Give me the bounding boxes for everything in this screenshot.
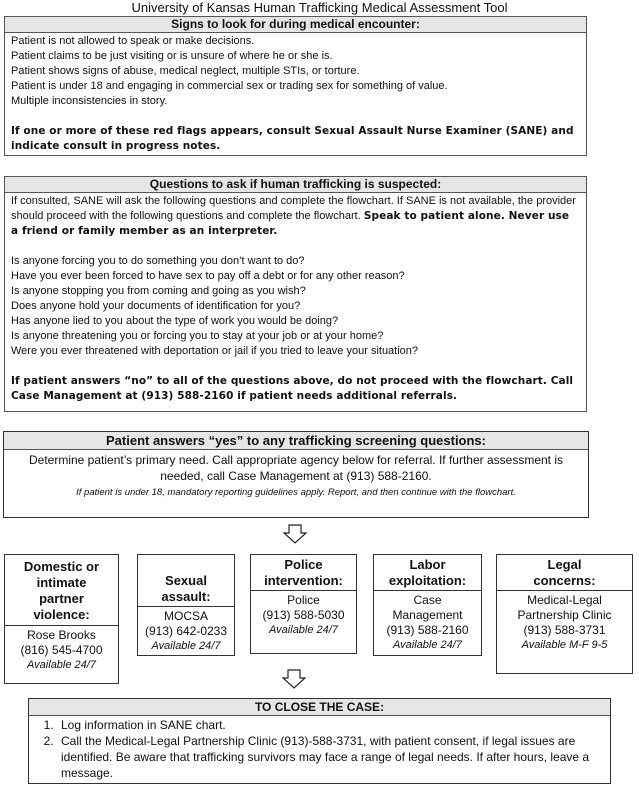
category-head: Labor exploitation:	[374, 555, 481, 591]
category-phone: (913) 588-3731	[523, 623, 606, 637]
document-title: University of Kansas Human Trafficking Medical Assessment Tool	[131, 0, 508, 15]
close-step: 1. Log information in SANE chart.	[57, 717, 610, 733]
category-domestic-violence	[4, 554, 119, 684]
category-phone: (913) 588-5030	[262, 608, 345, 622]
down-arrow-icon	[282, 669, 306, 689]
category-labor-exploitation	[373, 554, 482, 656]
category-availability: Available 24/7	[27, 659, 96, 671]
signs-section	[4, 16, 587, 156]
category-org: Case Management	[392, 593, 463, 622]
category-sexual-assault	[137, 554, 235, 656]
question-item: Has anyone lied to you about the type of work you would be doing?	[11, 315, 339, 327]
signs-header: Signs to look for during medical encounter:	[5, 17, 586, 33]
category-head: Police intervention:	[251, 555, 356, 591]
sign-item: Patient is under 18 and engaging in commercial sex or trading sex for something of value.	[11, 80, 448, 92]
question-item: Have you ever been forced to have sex to pay off a debt or for any other reason?	[11, 270, 405, 282]
question-item: Were you ever threatened with deportation or jail if you tried to leave your situation?	[11, 345, 419, 357]
category-legal-concerns	[496, 554, 633, 674]
category-head: Sexual assault:	[138, 555, 234, 607]
sign-item: Patient is not allowed to speak or make decisions.	[11, 35, 255, 47]
yes-note: If patient is under 18, mandatory reporting guidelines apply. Report, and then continue with the flowchart.	[76, 487, 516, 498]
question-item: Is anyone stopping you from coming and going as you wish?	[11, 285, 306, 297]
questions-header: Questions to ask if human trafficking is suspected:	[5, 177, 586, 193]
category-org: Rose Brooks	[27, 628, 96, 642]
category-org: Medical-Legal Partnership Clinic	[517, 593, 612, 622]
questions-intro: If consulted, SANE will ask the following questions and complete the flowchart. If SANE is not available, the provider should proceed with the following questions and complete the flowchart.	[11, 195, 576, 222]
question-item: Does anyone hold your documents of identification for you?	[11, 300, 301, 312]
category-org: Police	[287, 593, 320, 607]
category-head: Domestic or intimate partner violence:	[5, 555, 118, 626]
category-phone: (913) 588-2160	[386, 623, 469, 637]
close-header: TO CLOSE THE CASE:	[29, 699, 610, 716]
close-section	[28, 698, 611, 784]
questions-intro-bold: Speak to patient alone. Never use a friend or family member as an interpreter.	[11, 210, 570, 237]
yes-section	[3, 431, 589, 518]
yes-text: Determine patient’s primary need. Call appropriate agency below for referral. If further assessment is needed, call Case Management at (913) 588-2160.	[28, 453, 564, 483]
sign-item: Multiple inconsistencies in story.	[11, 95, 168, 107]
close-step: 2. Call the Medical-Legal Partnership Clinic (913)-588-3731, with patient consent, if legal issues are identified. Be aware that trafficking survivors may face a range of legal needs. If after hours, leave a message.	[57, 733, 610, 781]
category-phone: (913) 642-0233	[144, 624, 228, 638]
category-org: MOCSA	[163, 609, 208, 623]
category-availability: Available 24/7	[151, 640, 221, 652]
sign-item: Patient shows signs of abuse, medical neglect, multiple STIs, or torture.	[11, 65, 360, 77]
down-arrow-icon	[283, 524, 307, 544]
category-police	[250, 554, 357, 654]
questions-section	[4, 176, 587, 412]
question-item: Is anyone threatening you or forcing you to stay at your job or at your home?	[11, 330, 384, 342]
category-availability: Available 24/7	[393, 639, 462, 651]
category-head: Legal concerns:	[497, 555, 632, 591]
yes-header: Patient answers “yes” to any trafficking screening questions:	[4, 432, 588, 450]
questions-note: If patient answers “no” to all of the questions above, do not proceed with the flowchart. Call Case Management at (913) 588-2160 if patient needs additional referrals.	[11, 375, 574, 402]
category-availability: Available 24/7	[269, 624, 338, 636]
question-item: Is anyone forcing you to do something you don’t want to do?	[11, 255, 305, 267]
category-availability: Available M-F 9-5	[521, 639, 608, 651]
category-phone: (816) 545-4700	[20, 643, 103, 657]
signs-note: If one or more of these red flags appears, consult Sexual Assault Nurse Examiner (SANE) and indicate consult in progress notes.	[11, 125, 574, 152]
sign-item: Patient claims to be just visiting or is unsure of where he or she is.	[11, 50, 333, 62]
